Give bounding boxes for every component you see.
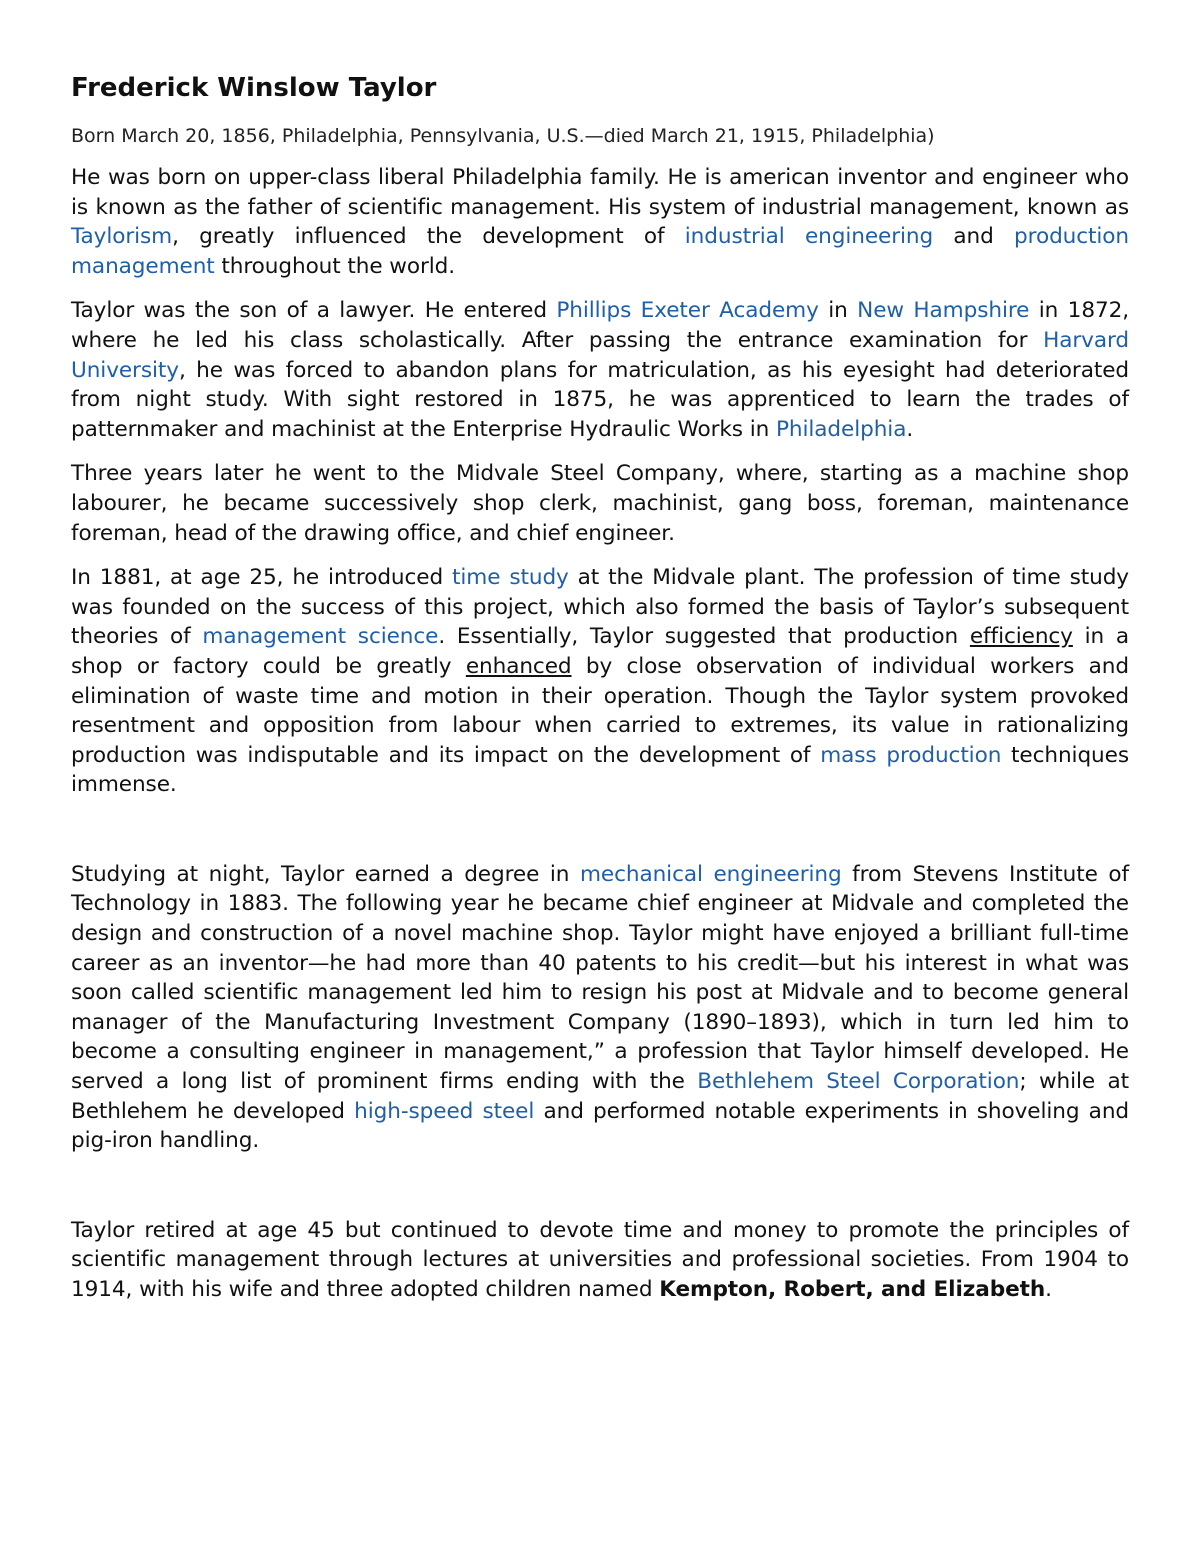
text: from Stevens Institute of Technology in 1883. The following year he became chief engineer at Midvale and completed the design and construction of a novel machine shop. Taylor might have enjoyed a brilliant full-time career as an inventor—he had more than 40 patents to his credit—but his interest in what was soon called scientific management led him to resign his post at Midvale and to become general manager of the Manufacturing Investment Company (1890–1893), which in turn led him to become a consulting engineer in management,” a profession that Taylor himself developed. He served a long list of prominent firms ending with the bbox=[71, 861, 1129, 1095]
link-mechanical-engineering[interactable]: mechanical engineering bbox=[579, 861, 842, 887]
text: and bbox=[933, 224, 1015, 250]
link-bethlehem-steel-corporation[interactable]: Bethlehem Steel Corporation bbox=[697, 1069, 1020, 1095]
link-new-hampshire[interactable]: New Hampshire bbox=[857, 298, 1030, 324]
text: in bbox=[818, 298, 858, 324]
text: . bbox=[906, 416, 914, 442]
text: by close observation of individual workers and elimination of waste time and motion in their operation. Though the Taylor system provoked resentment and opposition from labour when carried to extremes, its value in rationalizing production was indisputable and its impact on the development of bbox=[71, 653, 1130, 768]
underlined-enhanced: enhanced bbox=[465, 653, 572, 679]
paragraph-midvale bbox=[71, 459, 1129, 548]
link-management-science[interactable]: management science bbox=[202, 624, 439, 650]
text: Taylor was the son of a lawyer. He entered bbox=[71, 298, 557, 324]
link-time-study[interactable]: time study bbox=[452, 565, 569, 591]
text: ; while at Bethlehem he developed bbox=[71, 1069, 1129, 1124]
link-mass-production[interactable]: mass production bbox=[820, 742, 1002, 768]
bold-children-names: Kempton, Robert, and Elizabeth bbox=[659, 1277, 1046, 1302]
paragraph-education bbox=[71, 296, 1129, 444]
text: . bbox=[1045, 1277, 1052, 1302]
link-taylorism[interactable]: Taylorism bbox=[71, 224, 173, 250]
text: Taylor retired at age 45 but continued to devote time and money to promote the principles of scientific management through lectures at universities and professional societies. From 1904 to 1914, with his wife and three adopted children named bbox=[71, 1217, 1129, 1302]
birth-death-line: Born March 20, 1856, Philadelphia, Pennsylvania, U.S.—died March 21, 1915, Philadelphia) bbox=[71, 125, 935, 147]
document-page bbox=[71, 70, 1129, 1320]
link-harvard-university[interactable]: Harvard University bbox=[71, 327, 1129, 383]
text: and performed notable experiments in shoveling and pig-iron handling. bbox=[71, 1098, 1130, 1154]
text: throughout the world. bbox=[214, 253, 456, 279]
underlined-efficiency: efficiency bbox=[969, 624, 1073, 650]
paragraph-retirement bbox=[71, 1216, 1129, 1305]
paragraph-intro bbox=[71, 163, 1129, 281]
text: in 1872, where he led his class scholastically. After passing the entrance examination for bbox=[71, 298, 1130, 353]
text: He was born on upper-class liberal Philadelphia family. He is american inventor and engineer who is known as the father of scientific management. His system of industrial management, known as bbox=[71, 165, 1129, 220]
text: , greatly influenced the development of bbox=[172, 224, 685, 250]
text: Studying at night, Taylor earned a degree in bbox=[71, 861, 580, 887]
text: Three years later he went to the Midvale Steel Company, where, starting as a machine shop labourer, he became successively shop clerk, machinist, gang boss, foreman, maintenance foreman, head of the drawing office, and chief engineer. bbox=[71, 461, 1129, 546]
text: , he was forced to abandon plans for matriculation, as his eyesight had deteriorated from night study. With sight restored in 1875, he was apprenticed to learn the trades of patternmaker and machinist at the Enterprise Hydraulic Works in bbox=[71, 357, 1129, 442]
link-philadelphia[interactable]: Philadelphia bbox=[775, 416, 907, 442]
link-high-speed-steel[interactable]: high-speed steel bbox=[354, 1098, 535, 1124]
document-title: Frederick Winslow Taylor bbox=[71, 73, 437, 103]
text: . Essentially, Taylor suggested that production bbox=[438, 624, 970, 650]
paragraph-career bbox=[71, 860, 1129, 1156]
link-phillips-exeter-academy[interactable]: Phillips Exeter Academy bbox=[556, 298, 819, 324]
link-production-management[interactable]: production management bbox=[71, 224, 1129, 279]
text: In 1881, at age 25, he introduced bbox=[71, 565, 453, 591]
text: at the Midvale plant. The profession of time study was founded on the success of this project, which also formed the basis of Taylor’s subsequent theories of bbox=[71, 565, 1129, 650]
text: in a shop or factory could be greatly bbox=[71, 624, 1129, 679]
paragraph-time-study bbox=[71, 563, 1129, 800]
link-industrial-engineering[interactable]: industrial engineering bbox=[684, 224, 934, 250]
text: techniques immense. bbox=[71, 742, 1129, 798]
